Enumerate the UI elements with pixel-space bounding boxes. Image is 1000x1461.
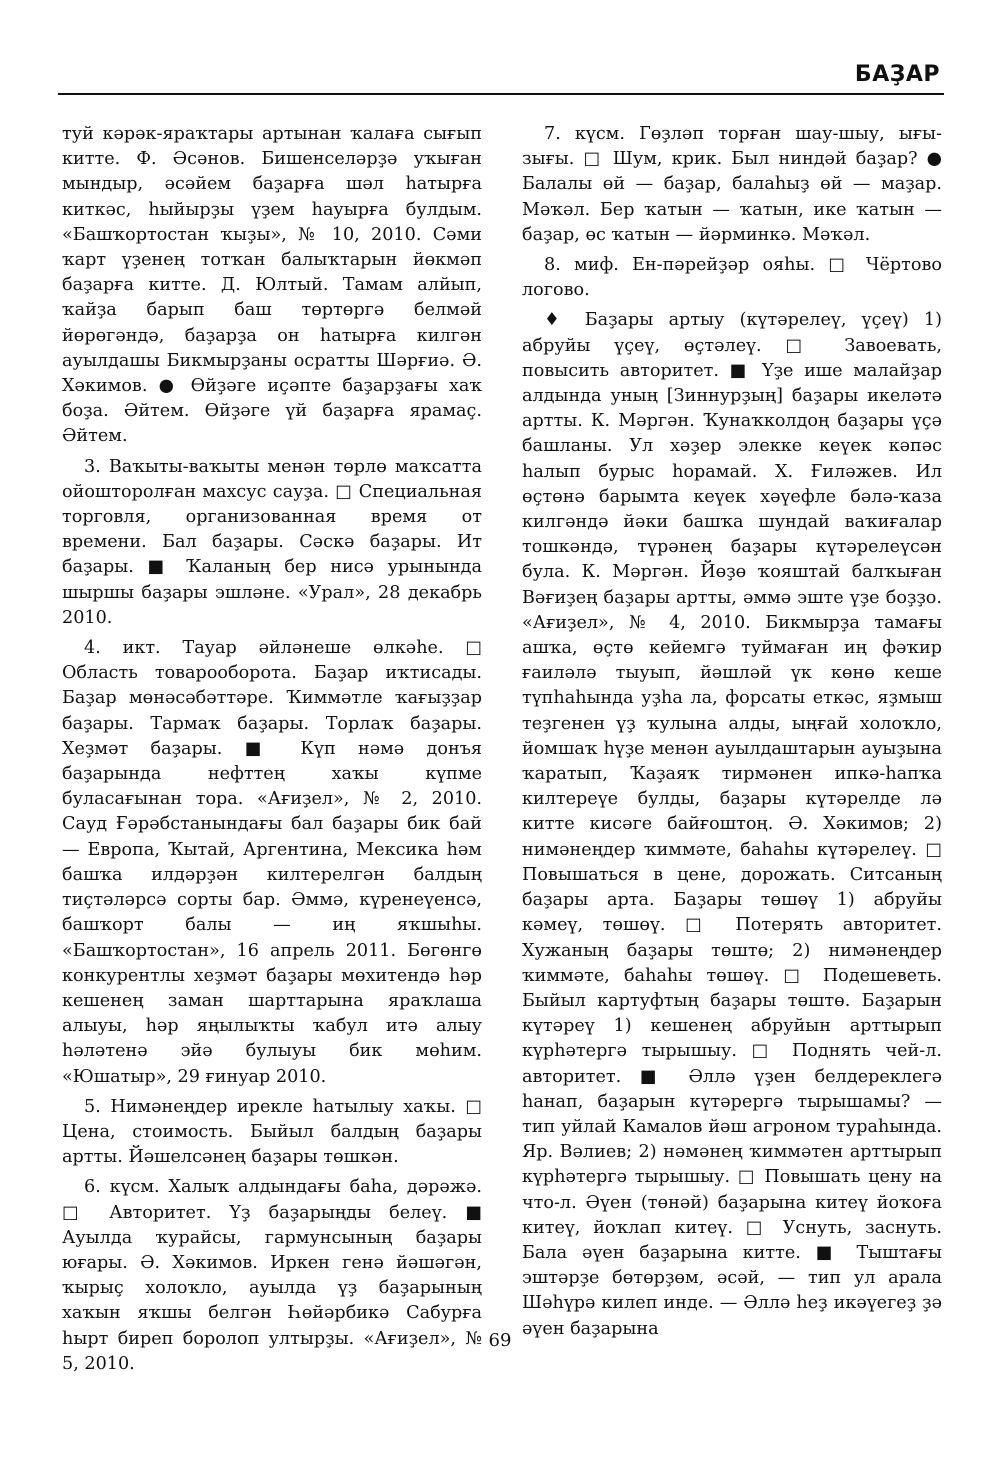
right-column <box>522 122 942 1347</box>
running-header: БАҘАР <box>854 62 940 87</box>
sense-8: 8. миф. Ен-пәрейҙәр ояһы. □ Чёртово логово. <box>522 255 942 301</box>
paragraph-continued: туй кәрәк-яраҡтары артынан ҡалаға сығып китте. Ф. Әсәнов. Бишенселәрҙә уҡыған мындыр, әсәйем баҙарға шәл һатырға киткәс, һыйырҙы үҙем һауырға булдым. «Башҡортостан ҡыҙы», № 10, 2010. Сәми ҡарт үҙенең тотҡан балыҡтарын йөкмәп баҙарға китте. Д. Юлтый. Тамам алйып, ҡайҙа барып баш төртөргә белмәй йөрөгәндә, баҙарҙа он һатырға килгән ауылдашы Бикмырҙаны осратты Шәрғиә. Ә. Хәкимов. ● Өйҙәге иҫәпте баҙарҙағы хаҡ боҙа. Әйтем. Өйҙәге үй баҙарға ярамаҫ. Әйтем. <box>62 124 482 447</box>
left-column <box>62 122 482 1382</box>
phraseology-block: ♦ Баҙары артыу (күтәрелеү, үҫеү) 1) абруйы үҫеү, өҫтәлеү. □ Завоевать, повысить авторитет. ■ Үҙе ише малайҙар алдында уның [Зиннурҙың] баҙары икеләтә артты. К. Мәргән. Ҡунаҡколдоң баҙары үҫә башланы. Ул хәҙер элекке кеүек кәпәс һалып бурыс һорамай. Х. Ғиләжев. Ил өҫтөнә барымта кеүек хәүефле бәлә-ҡаза килгәндә йәки башҡа шундай ваҡиғалар тошкәндә, түрәнең баҙары күтәрелеүсән була. К. Мәргән. Йөҙө ҡояштай балҡыған Вәғиҙең баҙары артты, әммә эште үҙе боҙҙо. «Ағиҙел», № 4, 2010. Бикмырҙа тамағы ашҡа, өҫтө кейемгә туймаған иң фәҡир ғаиләлә тыуып, йәшләй үк көнө кеше түпһаһында уҙһа ла, форсаты еткәс, яҙмыш теҙгенен үҙ ҡулына алды, ыңғай холоҡло, йомшаҡ һүҙе менән ауылдаштарын ауыҙына ҡаратып, Ҡаҙаяҡ тирмәнен ипкә-һапҡа килтереүе булды, баҙары күтәрелде лә китте кисәге байғоштоң. Ә. Хәкимов; 2) нимәнеңдер ҡиммәте, баһаһы күтәрелеү. □ Повышаться в цене, дорожать. Ситсаның баҙары арта. Баҙары төшөү 1) абруйы кәмеү, төшөү. □ Потерять авторитет. Хужаның баҙары төштө; 2) нимәнеңдер ҡиммәте, баһаһы төшөү. □ Подешеветь. Быйыл картуфтың баҙары төштө. Баҙарын күтәреү 1) кешенең абруйын арттырып күрһәтергә тырышыу. □ Поднять чей-л. авторитет. ■ Әллә үҙен белдереклегә һанап, баҙарын күтәрергә тырышамы? — тип уйлай Камалов йәш агроном тураһында. Яр. Вәлиев; 2) нәмәнең ҡиммәтен арттырып күрһәтергә тырышыу. □ Повышать цену на что-л. Әүен (төнәй) баҙарына китеү йоҡоға китеү, йоҡлап китеү. □ Уснуть, заснуть. Бала әүен баҙарына китте. ■ Тыштағы эштәрҙе бөтөрҙөм, әсәй, — тип ул арала Шәһүрә килеп инде. — Әллә һеҙ икәүегеҙ ҙә әүен баҙарына <box>522 310 942 1339</box>
sense-6: 6. күсм. Халыҡ алдындағы баһа, дәрәжә. □ Авторитет. Үҙ баҙарыңды белеү. ■ Ауылда ҡурайсы, гармунсының баҙары юғары. Ә. Хәкимов. Иркен генә йәшәгән, ҡырыҫ холоҡло, ауылда үҙ баҙарының хаҡын яҡшы белгән Һөйәрбикә Сабурға һырт биреп боролоп ултырҙы. «Ағиҙел», № 5, 2010. <box>62 1177 482 1374</box>
header-rule <box>58 93 944 95</box>
sense-4: 4. икт. Тауар әйләнеше өлкәһе. □ Область товарооборота. Баҙар иҡтисады. Баҙар мөнәсәбәттәре. Ҡиммәтле ҡағыҙҙар баҙары. Тармаҡ баҙары. Торлаҡ баҙары. Хеҙмәт баҙары. ■ Күп нәмә донъя баҙарында нефттең хаҡы күпме буласағынан тора. «Ағиҙел», № 2, 2010. Сауд Ғәрәбстанындағы бал баҙары бик бай — Европа, Ҡытай, Аргентина, Мексика һәм башҡа илдәрҙән килтерелгән балдың тиҫтәләрсә сорты бар. Әммә, күренеүенсә, башҡорт балы — иң яҡшыһы. «Башҡортостан», 16 апрель 2011. Бөгөнгө конкурентлы хеҙмәт баҙары мөхитендә һәр кешенең заман шарттарына яраҡлаша алыуы, һәр яңылыҡты ҡабул итә алыу һәләтенә эйә булыуы бик мөһим. «Юшатыр», 29 ғинуар 2010. <box>62 638 482 1087</box>
sense-7: 7. күсм. Гөҙләп торған шау-шыу, ығы-зығы. □ Шум, крик. Был ниндәй баҙар? ● Балалы өй — баҙар, балаһыҙ өй — маҙар. Мәҡәл. Бер ҡатын — ҡатын, ике ҡатын — баҙар, өс ҡатын — йәрминкә. Мәҡәл. <box>522 124 942 245</box>
page-number: 69 <box>488 1330 512 1351</box>
sense-5: 5. Нимәнеңдер ирекле һатылыу хаҡы. □ Цена, стоимость. Быйыл балдың баҙары артты. Йәшелсәнең баҙары төшкән. <box>62 1096 482 1168</box>
sense-3: 3. Ваҡыты-ваҡыты менән төрлө маҡсатта ойошторолған махсус сауҙа. □ Специальная торговля, организованная время от времени. Бал баҙары. Сәскә баҙары. Ит баҙары. ■ Ҡаланың бер нисә урынында шыршы баҙары эшләне. «Урал», 28 декабрь 2010. <box>62 456 482 628</box>
